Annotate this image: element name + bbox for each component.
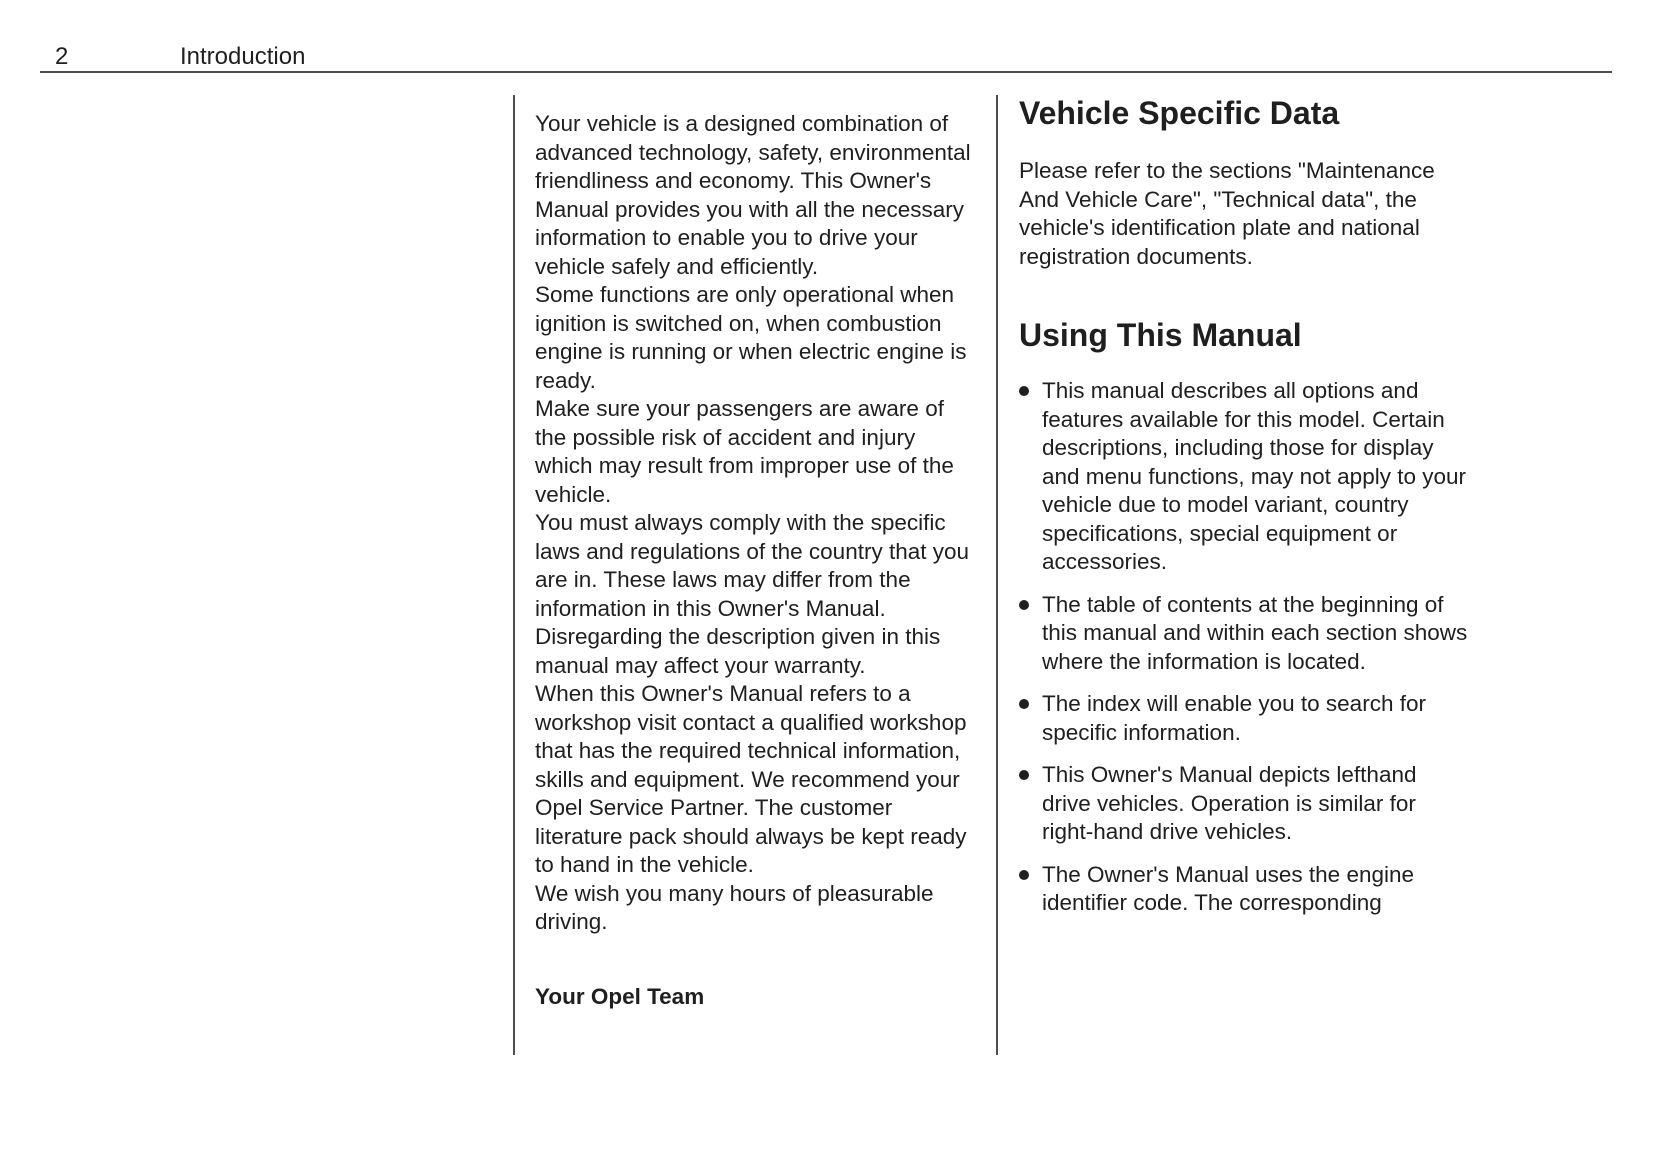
intro-paragraph: You must always comply with the specific laws and regulations of the country that you are in. These laws may differ from the information in this Owner's Manual. Disregarding the description given in this manual may affect your warranty.: [535, 510, 970, 678]
bullet-icon: [1019, 770, 1029, 780]
list-item-text: The Owner's Manual uses the engine identifier code. The corresponding: [1042, 861, 1415, 915]
list-item-text: This manual describes all options and features available for this model. Certain descriptions, including those for display and menu functions, may not apply to your vehicle due to model variant, country specifications, special equipment or accessories.: [1042, 378, 1466, 574]
signature: Your Opel Team: [535, 983, 705, 1009]
list-item: [1019, 690, 1469, 747]
intro-paragraph: Your vehicle is a designed combination of advanced technology, safety, environmental friendliness and economy. This Owner's Manual provides you with all the necessary information to enable you to drive your vehicle safely and efficiently.: [535, 111, 971, 279]
list-item-text: This Owner's Manual depicts lefthand drive vehicles. Operation is similar for right-hand drive vehicles.: [1042, 762, 1417, 844]
list-item-text: The table of contents at the beginning of this manual and within each section shows where the information is located.: [1042, 591, 1468, 674]
column-divider-right: [996, 95, 998, 1055]
introduction-text-column: [535, 110, 977, 1011]
bullet-icon: [1019, 600, 1029, 610]
intro-paragraph: When this Owner's Manual refers to a workshop visit contact a qualified workshop that has the required technical information, skills and equipment. We recommend your Opel Service Partner. The customer literature pack should always be kept ready to hand in the vehicle.: [535, 681, 967, 877]
vehicle-specific-data-body: Please refer to the sections "Maintenance And Vehicle Care", "Technical data", the vehicle's identification plate and national registration documents.: [1019, 158, 1435, 269]
intro-paragraph: Some functions are only operational when ignition is switched on, when combustion engine is running or when electric engine is ready.: [535, 282, 967, 393]
bullet-icon: [1019, 386, 1029, 396]
list-item: [1019, 861, 1469, 918]
list-item-text: The index will enable you to search for specific information.: [1042, 691, 1426, 745]
intro-paragraph: Make sure your passengers are aware of the possible risk of accident and injury which may result from improper use of the vehicle.: [535, 396, 954, 507]
bullet-icon: [1019, 870, 1029, 880]
list-item: [1019, 591, 1469, 677]
list-item: [1019, 761, 1469, 847]
heading-using-this-manual: Using This Manual: [1019, 317, 1302, 353]
intro-paragraph: We wish you many hours of pleasurable driving.: [535, 880, 934, 934]
header-rule: [40, 71, 1612, 73]
bullet-icon: [1019, 699, 1029, 709]
heading-vehicle-specific-data: Vehicle Specific Data: [1019, 95, 1340, 131]
column-divider-left: [513, 95, 515, 1055]
page-section-title: Introduction: [180, 43, 306, 70]
page-number: 2: [55, 43, 69, 70]
using-this-manual-list: [1019, 377, 1469, 918]
list-item: [1019, 377, 1469, 577]
right-column: [1019, 95, 1469, 918]
